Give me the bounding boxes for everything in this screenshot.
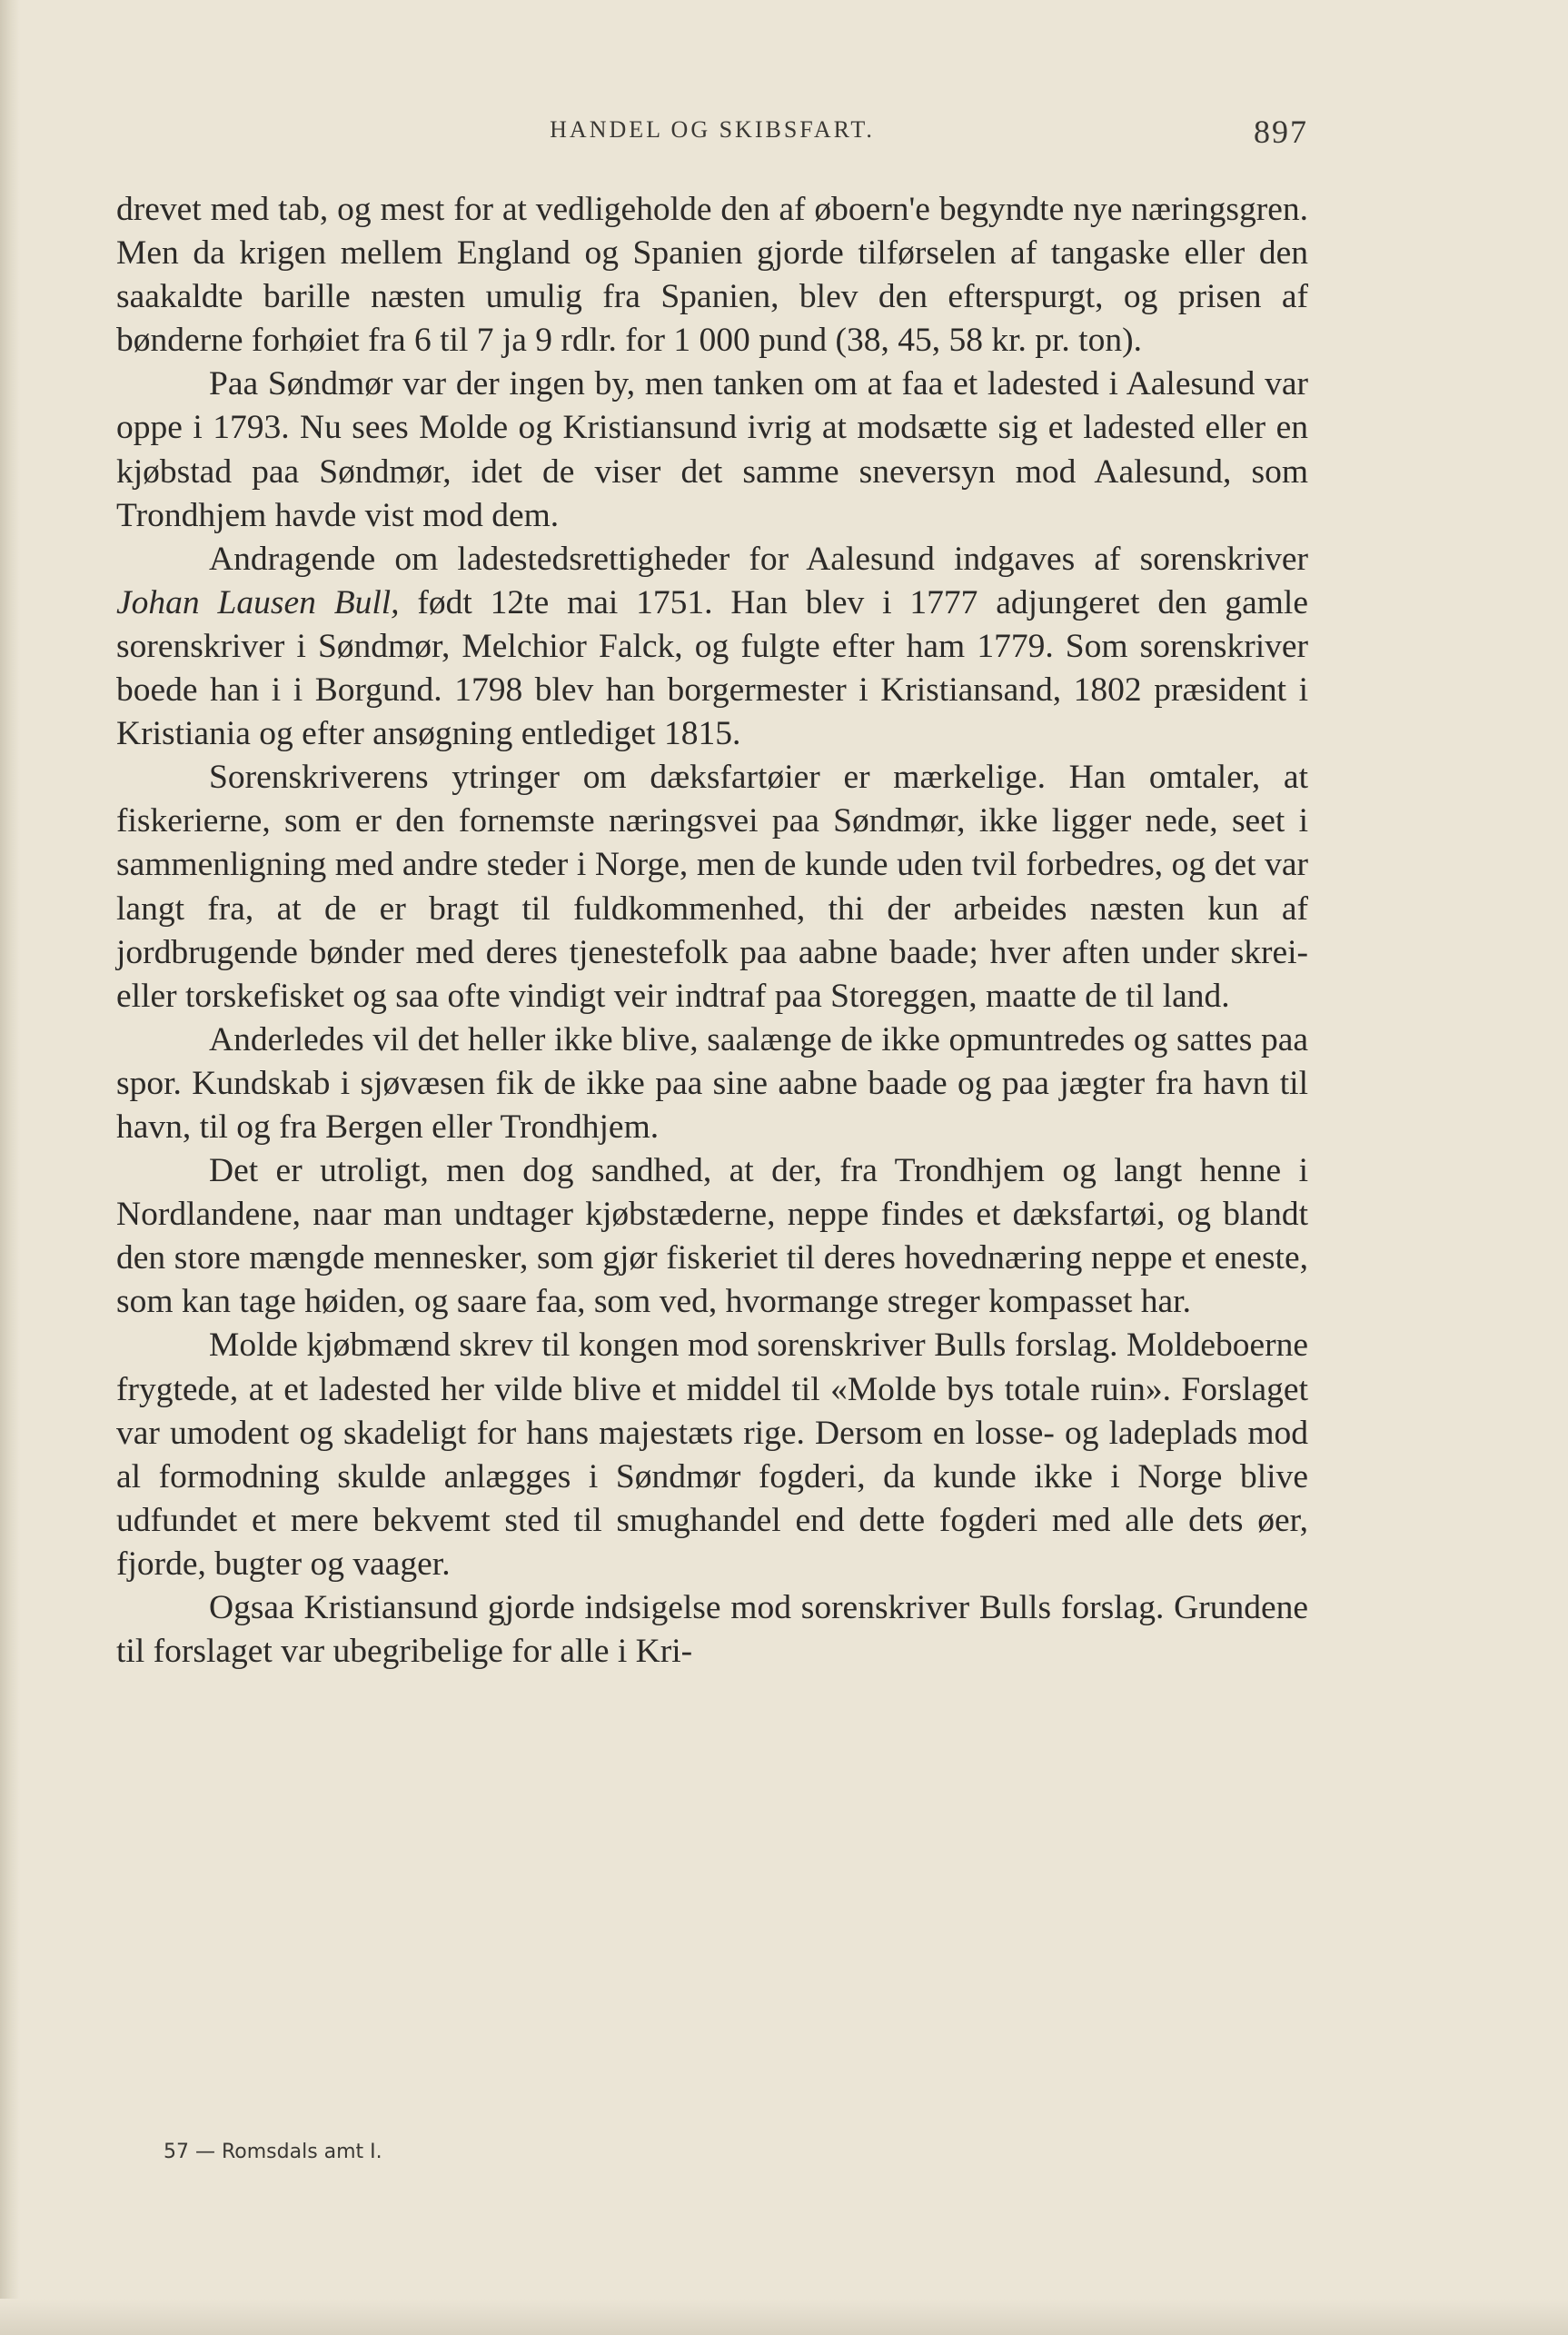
paragraph [116,1324,1308,1586]
page-number: 897 [1254,114,1308,150]
paragraph-text: Andragende om ladestedsrettigheder for Aalesund indgaves af sorenskriver [209,540,1308,578]
paragraph-text: Paa Søndmør var der ingen by, men tanken om at faa et ladested i Aalesund var oppe i 1793. Nu sees Molde og Kristiansund ivrig at modsætte sig et ladested eller en kjøbstad paa Søndmør, idet de viser det samme sneversyn mod Aalesund, som Trondhjem havde vist mod dem. [116,365,1308,534]
paragraph-text: drevet med tab, og mest for at vedligeholde den af øboern'e begyndte nye næringsgren. Men da krigen mellem England og Spanien gjorde tilførselen af tangaske eller den saakaldte barille næsten umulig fra Spanien, blev den efterspurgt, og prisen af bønderne forhøiet fra 6 til 7 ja 9 rdlr. for 1 000 pund (38, 45, 58 kr. pr. ton). [116,191,1308,360]
page-header [116,107,1308,162]
paragraph-text: Ogsaa Kristiansund gjorde indsigelse mod sorenskriver Bulls forslag. Grundene til forslaget var ubegribelige for alle i Kri- [116,1589,1308,1671]
paragraph-text: Det er utroligt, men dog sandhed, at der, fra Trondhjem og langt henne i Nordlandene, naar man undtager kjøbstæderne, neppe findes et dæksfartøi, og blandt den store mængde mennesker, som gjør fiskeriet til deres hovednæring neppe et eneste, som kan tage høiden, og saare faa, som ved, hvormange streger kompasset har. [116,1152,1308,1321]
paragraph [116,538,1308,756]
paragraph-text: Anderledes vil det heller ikke blive, saalænge de ikke opmuntredes og sattes paa spor. Kundskab i sjøvæsen fik de ikke paa sine aabne baade og paa jægter fra havn til havn, til og fra Bergen eller Trondhjem. [116,1020,1308,1146]
paragraph [116,1586,1308,1674]
running-head: HANDEL OG SKIBSFART. [550,116,875,143]
paragraph-text: Sorenskriverens ytringer om dæksfartøier er mærkelige. Han omtaler, at fiskerierne, som er den fornemste næringsvei paa Søndmør, ikke ligger nede, seet i sammenligning med andre steder i Norge, men de kunde uden tvil forbedres, og det var langt fra, at de er bragt til fuldkommenhed, thi der arbeides næsten kun af jordbrugende bønder med deres tjenestefolk paa aabne baade; hver aften under skrei- eller torskefisket og saa ofte vindigt veir indtraf paa Storeggen, maatte de til land. [116,759,1308,1015]
paragraph-text: Molde kjøbmænd skrev til kongen mod sorenskriver Bulls forslag. Moldeboerne frygtede, at et ladested her vilde blive et middel til «Molde bys totale ruin». Forslaget var umodent og skadeligt for hans majestæts rige. Dersom en losse- og ladeplads mod al formodning skulde anlægges i Søndmør fogderi, da kunde ikke i Norge blive udfundet et mere bekvemt sted til smughandel end dette fogderi med alle dets øer, fjorde, bugter og vaager. [116,1326,1308,1583]
paragraph [116,1018,1308,1149]
page-binding-shadow [0,0,20,2335]
paragraph [116,363,1308,537]
paragraph [116,1149,1308,1324]
paragraph-text: født 12te mai 1751. Han blev i 1777 adjungeret den gamle sorenskriver i Søndmør, Melchior Falck, og fulgte efter ham 1779. Som sorenskriver boede han i i Borgund. 1798 blev han borgermester i Kristiansand, 1802 præsident i Kristiania og efter ansøgning entlediget 1815. [116,583,1308,753]
body-text [116,188,1308,1674]
paragraph [116,188,1308,363]
person-name-italic: Johan Lausen Bull, [116,583,400,621]
signature-mark: 57 — Romsdals amt I. [164,2141,382,2163]
paragraph [116,756,1308,1018]
page-bottom-shadow [0,2299,1568,2335]
